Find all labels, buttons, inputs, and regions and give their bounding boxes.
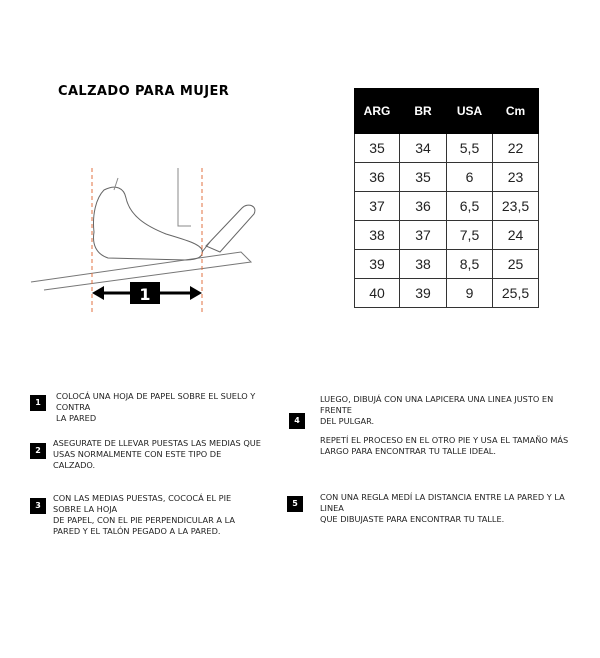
cell: 39 [400,279,447,308]
step-5-line-1: CON UNA REGLA MEDÍ LA DISTANCIA ENTRE LA PARED Y LA LINEA [320,492,565,513]
cell: 35 [355,134,400,163]
size-table-header [355,89,539,134]
cell: 38 [400,250,447,279]
step-3-line-2: DE PAPEL, CON EL PIE PERPENDICULAR A LA [53,515,235,525]
table-row [355,192,539,221]
step-2-line-1: ASEGURATE DE LLEVAR PUESTAS LAS MEDIAS QUE [53,438,261,448]
cell: 22 [493,134,539,163]
table-row [355,221,539,250]
cell: 37 [400,221,447,250]
header-arg: ARG [355,89,400,134]
step-3-badge: 3 [30,498,46,514]
step-4-line-1: LUEGO, DIBUJÁ CON UNA LAPICERA UNA LINEA JUSTO EN FRENTE [320,394,554,415]
cell: 37 [355,192,400,221]
cell: 38 [355,221,400,250]
step-3-line-1: CON LAS MEDIAS PUESTAS, COCOCÁ EL PIE SOBRE LA HOJA [53,493,232,514]
page-title: CALZADO PARA MUJER [58,84,230,99]
step-2-text [53,438,273,471]
step-1-line-2: LA PARED [56,413,97,423]
step-2-line-2: USAS NORMALMENTE CON ESTE TIPO DE [53,449,222,459]
step-4-line-3 [320,427,585,435]
header-br: BR [400,89,447,134]
cell: 24 [493,221,539,250]
table-row [355,163,539,192]
step-2-line-3: CALZADO. [53,460,96,470]
cell: 36 [355,163,400,192]
cell: 34 [400,134,447,163]
cell: 23 [493,163,539,192]
step-4-line-5: LARGO PARA ENCONTRAR TU TALLE IDEAL. [320,446,496,456]
cell: 23,5 [493,192,539,221]
header-usa: USA [447,89,493,134]
step-4-line-2: DEL PULGAR. [320,416,375,426]
cell: 39 [355,250,400,279]
cell: 6 [447,163,493,192]
cell: 35 [400,163,447,192]
cell: 5,5 [447,134,493,163]
step-1-line-1: COLOCÁ UNA HOJA DE PAPEL SOBRE EL SUELO Y CONTRA [56,391,256,412]
cell: 40 [355,279,400,308]
step-3-text [53,493,253,537]
table-row [355,250,539,279]
cell: 6,5 [447,192,493,221]
step-1-text [56,391,271,424]
step-1-badge: 1 [30,395,46,411]
step-5-text [320,492,585,525]
table-row [355,134,539,163]
cell: 8,5 [447,250,493,279]
header-cm: Cm [493,89,539,134]
cell: 7,5 [447,221,493,250]
step-2-badge: 2 [30,443,46,459]
cell: 36 [400,192,447,221]
cell: 25 [493,250,539,279]
step-4-text [320,394,585,457]
step-4-badge: 4 [289,413,305,429]
measure-label: 1 [139,285,151,304]
table-row [355,279,539,308]
size-table [354,88,539,308]
step-5-line-2: QUE DIBUJASTE PARA ENCONTRAR TU TALLE. [320,514,505,524]
step-4-line-4: REPETÍ EL PROCESO EN EL OTRO PIE Y USA EL TAMAÑO MÁS [320,435,569,445]
step-3-line-3: PARED Y EL TALÓN PEGADO A LA PARED. [53,526,221,536]
cell: 9 [447,279,493,308]
step-5-badge: 5 [287,496,303,512]
cell: 25,5 [493,279,539,308]
